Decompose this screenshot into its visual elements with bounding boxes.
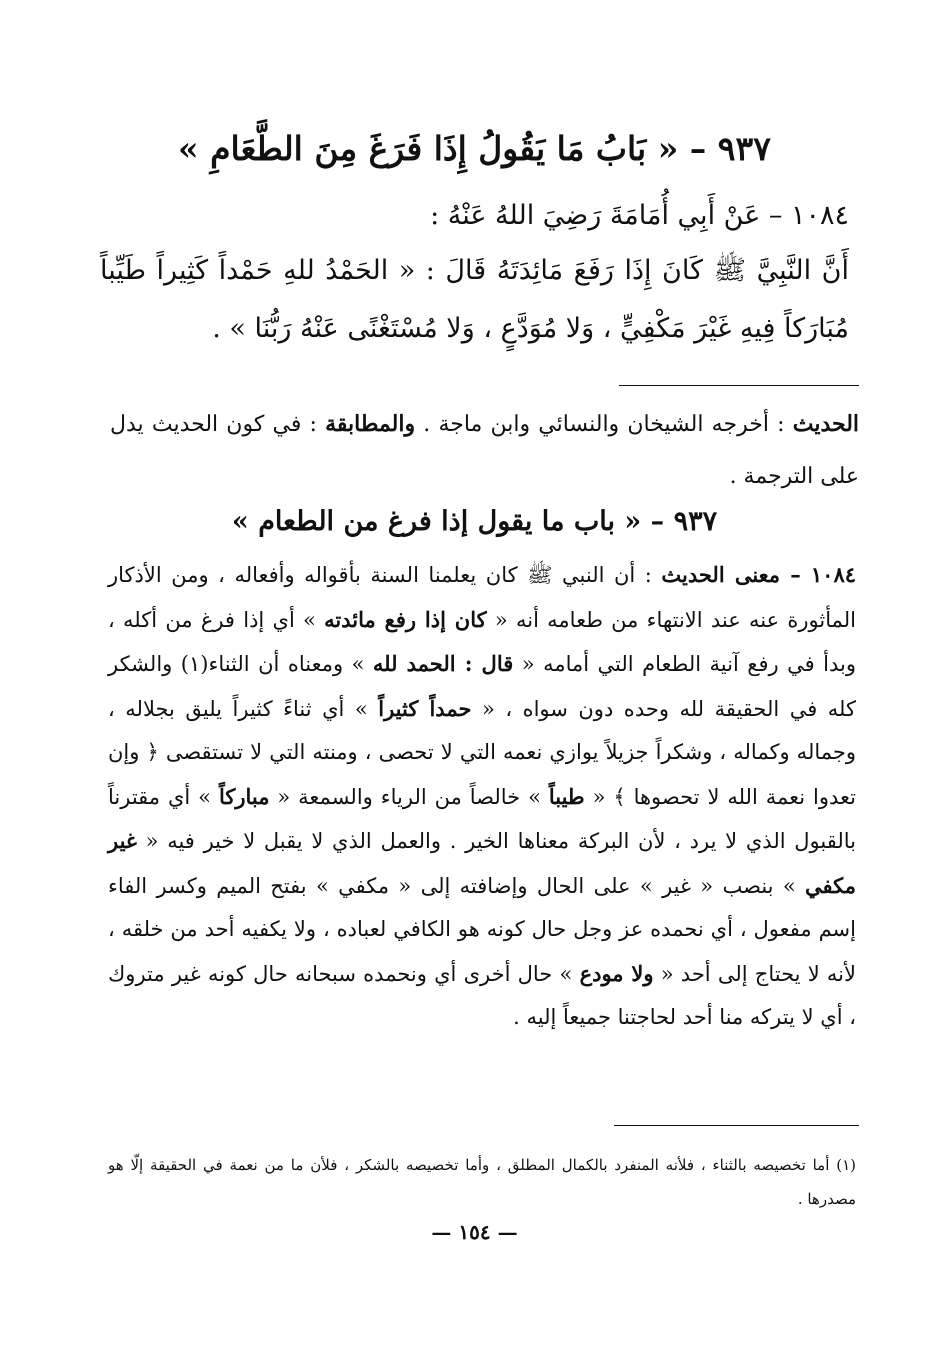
commentary-text: » أي مقترناً بالقبول الذي لا يرد ، لأن البركة معناها الخير . والعمل الذي لا يقبل لا خير فيه « xyxy=(108,784,856,853)
hadith-source-text: : أخرجه الشيخان والنسائي وابن ماجة . xyxy=(415,412,793,437)
quoted-phrase: ولا مودع xyxy=(579,960,654,986)
section-divider xyxy=(619,385,859,386)
match-label: والمطابقة xyxy=(325,411,416,437)
commentary-text: » بنصب « غير » على الحال وإضافته إلى « مكفي » بفتح الميم وكسر الفاء إسم مفعول ، أي نحمده عز وجل حال كونه هو الكافي لعباده ، ولا يكفيه أحد من خلقه ، لأنه لا يحتاج إلى أحد « xyxy=(108,873,856,986)
commentary-text: » أي إذا فرغ من أكله ، وبدأ في رفع آنية الطعام التي أمامه « xyxy=(108,607,856,676)
commentary-text: » خالصاً من الرياء والسمعة « xyxy=(269,784,549,809)
footnote: (١) أما تخصيصه بالثناء ، فلأنه المنفرد بالكمال المطلق ، وأما تخصيصه بالشكر ، فلأن ما من نعمة في الحقيقة إلّا هو مصدرها . xyxy=(108,1156,856,1208)
commentary-text: » حال أخرى أي ونحمده سبحانه حال كونه غير متروك ، أي لا يتركه منا أحد لحاجتنا جميعاً إليه . xyxy=(108,961,856,1029)
hadith-text: أَنَّ النَّبِيَّ ﷺ كَانَ إِذَا رَفَعَ مَائِدَتَهُ قَالَ : « الحَمْدُ للهِ حَمْداً كَثِيراً طَيِّباً مُبَارَكاً فِيهِ غَيْرَ مَكْفِيٍّ ، وَلا مُوَدَّعٍ ، وَلا مُسْتَغْنًى عَنْهُ رَبُّنَا » . xyxy=(100,255,849,344)
quoted-phrase: حمداً كثيراً xyxy=(378,695,472,721)
quoted-phrase: غير مكفي xyxy=(108,828,856,898)
quoted-phrase: طيباً xyxy=(548,783,585,809)
quoted-phrase: كان إذا رفع مائدته xyxy=(324,606,487,632)
commentary-chapter-title: ٩٣٧ – « باب ما يقول إذا فرغ من الطعام » xyxy=(231,506,718,537)
page-number: — ١٥٤ — xyxy=(431,1220,518,1244)
commentary-text: » أي ثناءً كثيراً يليق بجلاله ، وجماله وكماله ، وشكراً جزيلاً يوازي نعمه التي لا تحصى ، ومنته التي لا تستقصى ﴿ وإن تعدوا نعمة الله لا تحصوها ﴾ « xyxy=(108,696,856,809)
hadith-chapter-title: ٩٣٧ – « بَابُ مَا يَقُولُ إِذَا فَرَغَ مِنَ الطَّعَامِ » xyxy=(178,129,771,168)
commentary-paragraph xyxy=(108,553,856,1040)
commentary-text: : أن النبي ﷺ كان يعلمنا السنة بأقواله وأفعاله ، ومن الأذكار المأثورة عنه عند الانتهاء من طعامه أنه « xyxy=(108,563,857,632)
footnote-divider xyxy=(614,1125,859,1126)
commentary-text: » ومعناه أن الثناء(١) والشكر كله في الحقيقة لله وحده دون سواه ، « xyxy=(108,652,856,721)
hadith-narrator-line: ١٠٨٤ – عَنْ أَبِي أُمَامَةَ رَضِيَ اللهُ عَنْهُ : xyxy=(430,200,849,231)
commentary-intro xyxy=(110,398,859,503)
quoted-phrase: مباركاً xyxy=(218,783,270,809)
match-text: : في كون الحديث يدل على الترجمة . xyxy=(110,412,859,489)
hadith-label: الحديث xyxy=(792,411,860,437)
hadith-meaning-label: ١٠٨٤ – معنى الحديث xyxy=(661,562,857,587)
quoted-phrase: قال : الحمد لله xyxy=(372,651,514,676)
